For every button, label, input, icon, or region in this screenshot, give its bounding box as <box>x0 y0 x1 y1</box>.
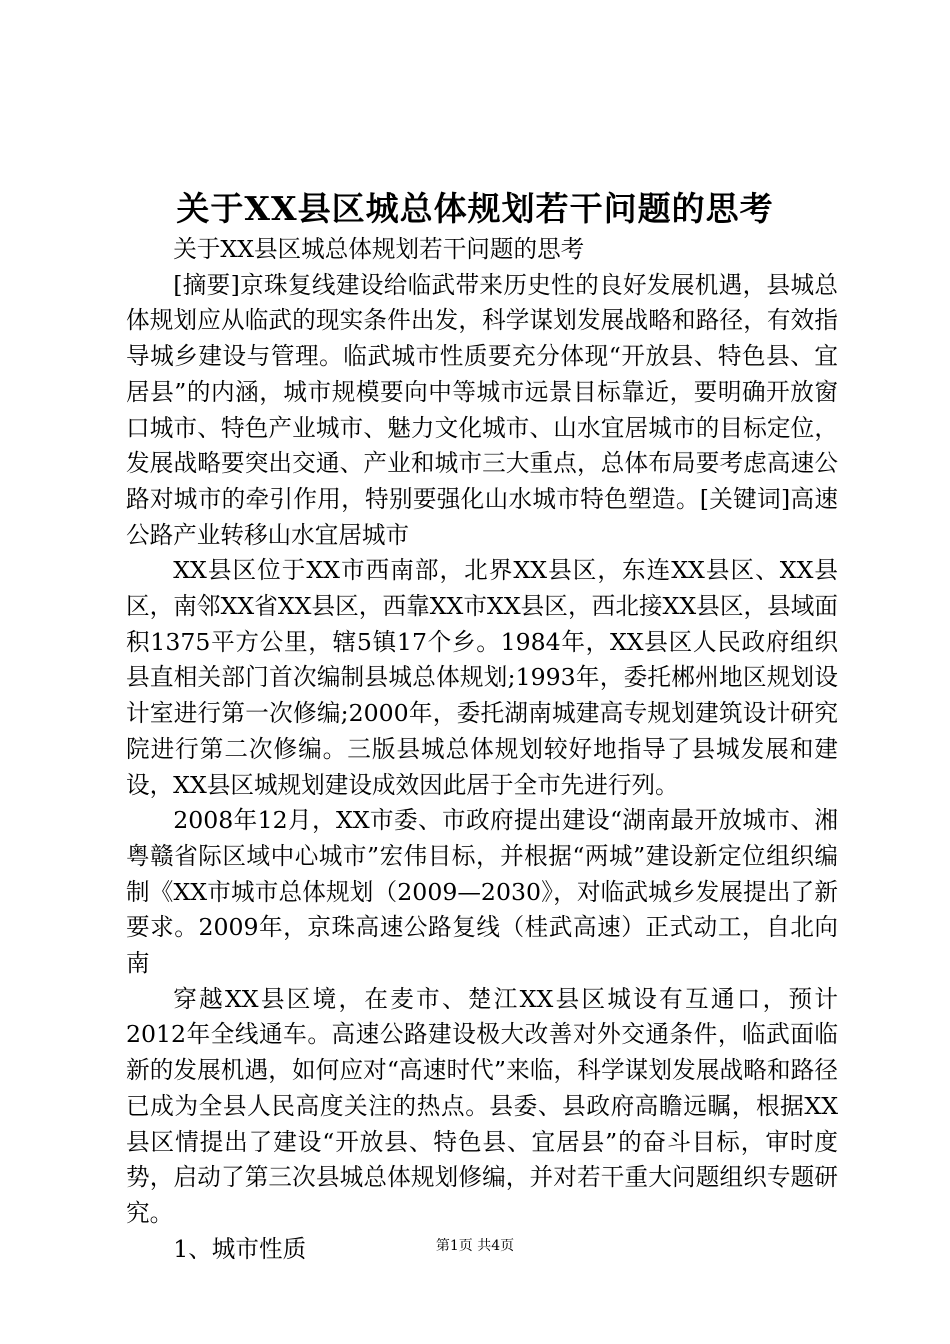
page-footer: 第1页 共4页 <box>435 1238 515 1254</box>
document-body <box>126 232 838 1267</box>
paragraph-subtitle: 关于XX县区城总体规划若干问题的思考 <box>173 235 585 263</box>
paragraph-2008: 2008年12月，XX市委、市政府提出建设“湖南最开放城市、湘粤赣省际区域中心城市”宏伟目标，并根据“两城”建设新定位组织编制《XX市城市总体规划（2009—2030》，对临武城乡发展提出了新要求。2009年，京珠高速公路复线（桂武高速）正式动工，自北向南 <box>126 806 838 978</box>
document-title: 关于XX县区城总体规划若干问题的思考 <box>176 189 774 228</box>
section-heading-city-nature: 1、城市性质 <box>173 1234 307 1263</box>
paragraph-highway: 穿越XX县区境，在麦市、楚江XX县区城设有互通口，预计2012年全线通车。高速公路建设极大改善对外交通条件，临武面临新的发展机遇，如何应对“高速时代”来临，科学谋划发展战略和路径已成为全县人民高度关注的热点。县委、县政府高瞻远瞩，根据XX县区情提出了建设“开放县、特色县、宜居县”的奋斗目标，审时度势，启动了第三次县城总体规划修编，并对若干重大问题组织专题研究。 <box>126 984 838 1227</box>
paragraph-abstract: [摘要]京珠复线建设给临武带来历史性的良好发展机遇，县城总体规划应从临武的现实条件出发，科学谋划发展战略和路径，有效指导城乡建设与管理。临武城市性质要充分体现“开放县、特色县、宜居县”的内涵，城市规模要向中等城市远景目标靠近，要明确开放窗口城市、特色产业城市、魅力文化城市、山水宜居城市的目标定位，发展战略要突出交通、产业和城市三大重点，总体布局要考虑高速公路对城市的牵引作用，特别要强化山水城市特色塑造。[关键词]高速公路产业转移山水宜居城市 <box>126 270 838 549</box>
paragraph-location: XX县区位于XX市西南部，北界XX县区，东连XX县区、XX县区，南邻XX省XX县区，西靠XX市XX县区，西北接XX县区，县域面积1375平方公里，辖5镇17个乡。1984年，XX县区人民政府组织县直相关部门首次编制县城总体规划;1993年，委托郴州地区规划设计室进行第一次修编;2000年，委托湖南城建高专规划建筑设计研究院进行第二次修编。三版县城总体规划较好地指导了县城发展和建设，XX县区城规划建设成效因此居于全市先进行列。 <box>126 556 838 799</box>
